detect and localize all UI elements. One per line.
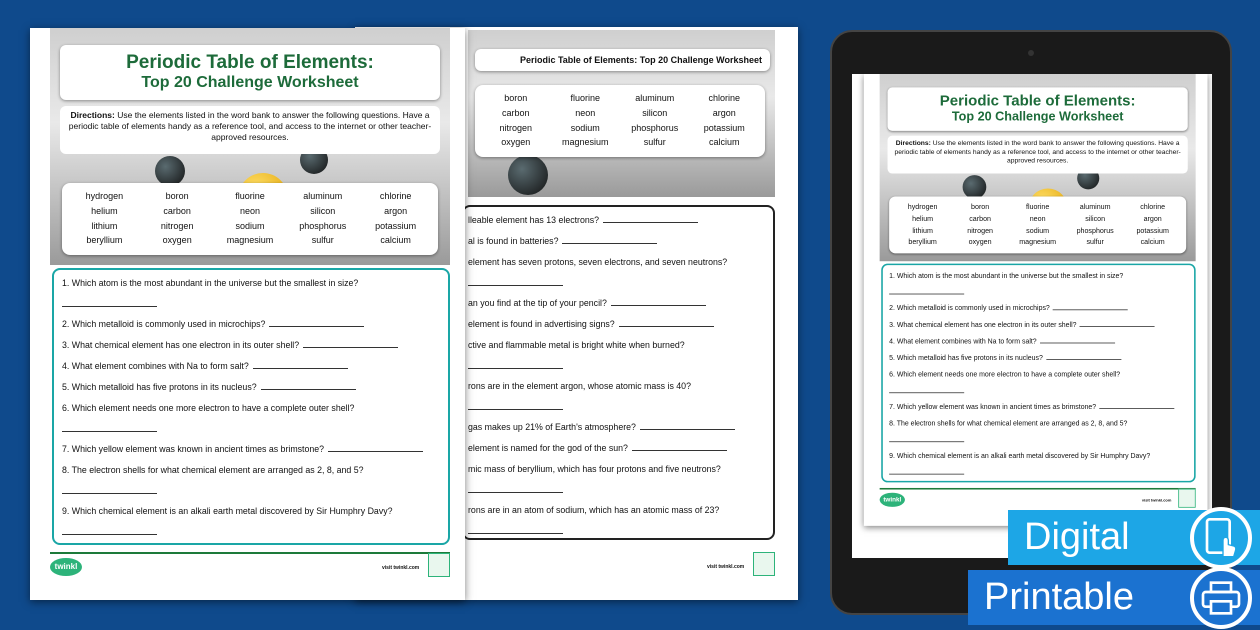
word-bank-item: silicon — [310, 205, 336, 216]
question-text: 9. Which chemical element is an alkali earth metal discovered by Sir Humphry Davy? — [62, 506, 393, 516]
page-title — [888, 87, 1188, 130]
question-text: al is found in batteries? — [468, 236, 559, 246]
question-text: 3. What chemical element has one electron in its outer shell? — [62, 340, 300, 350]
word-bank-item: silicon — [642, 107, 668, 118]
front-worksheet-page — [30, 28, 465, 600]
answer-line[interactable] — [1053, 303, 1128, 310]
answer-line[interactable] — [62, 485, 157, 494]
question-text: 5. Which metalloid has five protons in its nucleus? — [62, 382, 257, 392]
answer-line[interactable] — [889, 467, 964, 474]
page-title — [60, 45, 440, 100]
question-text: an you find at the tip of your pencil? — [468, 298, 607, 308]
word-bank-item: calcium — [708, 137, 740, 148]
question-text: 6. Which element needs one more electron to have a complete outer shell? — [889, 370, 1121, 379]
question-text: 4. What element combines with Na to form salt? — [62, 361, 249, 371]
question-text: 8. The electron shells for what chemical element are arranged as 2, 8, and 5? — [889, 419, 1128, 428]
word-bank-item: beryllium — [908, 237, 937, 246]
answer-line[interactable] — [468, 277, 563, 286]
question-text: mic mass of beryllium, which has four protons and five neutrons? — [468, 464, 721, 474]
word-bank-item: phosphorus — [1076, 226, 1114, 234]
visit-link: visit twinkl.com — [382, 565, 420, 571]
answer-line[interactable] — [261, 381, 356, 390]
answer-line[interactable] — [468, 401, 563, 410]
question-item — [62, 463, 440, 504]
word-bank-item: potassium — [375, 220, 417, 231]
atom-image — [963, 175, 987, 199]
word-bank-item: sodium — [235, 220, 265, 231]
answer-line[interactable] — [632, 442, 727, 451]
word-bank-item: sulfur — [643, 137, 666, 148]
word-bank-item: neon — [575, 107, 596, 118]
visit-link: visit twinkl.com — [707, 564, 745, 570]
word-bank-item: magnesium — [1019, 237, 1057, 246]
atom-image — [155, 156, 185, 186]
word-bank-item: chlorine — [708, 93, 741, 103]
question-item — [468, 379, 765, 420]
answer-line[interactable] — [889, 435, 964, 442]
word-bank-item: oxygen — [501, 137, 531, 148]
question-item — [468, 296, 765, 317]
question-text: element is named for the god of the sun? — [468, 443, 628, 453]
word-bank-item: potassium — [703, 122, 745, 133]
word-bank-item: carbon — [163, 205, 191, 216]
word-bank-item: helium — [912, 214, 934, 223]
footer-divider — [50, 552, 450, 554]
question-text: rons are in the element argon, whose atomic mass is 40? — [468, 381, 691, 391]
answer-line[interactable] — [269, 318, 364, 327]
digital-label: Digital — [1024, 516, 1130, 558]
word-bank-item: argon — [384, 205, 408, 216]
directions — [60, 106, 440, 154]
twinkl-logo: twinkl — [880, 493, 905, 507]
question-text: 4. What element combines with Na to form salt? — [889, 337, 1037, 345]
question-item — [62, 338, 440, 359]
word-bank-item: phosphorus — [631, 122, 679, 133]
printable-label: Printable — [984, 576, 1134, 618]
back-questions-box — [462, 205, 775, 540]
answer-line[interactable] — [640, 421, 735, 430]
question-item — [468, 234, 765, 255]
footer-divider — [880, 488, 1196, 490]
directions — [888, 136, 1188, 174]
question-item — [468, 255, 765, 296]
word-bank-item: argon — [1143, 214, 1162, 223]
tablet-screen — [852, 74, 1212, 558]
atom-image — [508, 155, 548, 195]
word-bank-item: chlorine — [379, 191, 412, 201]
word-bank-item: hydrogen — [907, 202, 938, 211]
answer-line[interactable] — [611, 297, 706, 306]
word-bank-item: fluorine — [570, 93, 601, 103]
word-bank-item: nitrogen — [160, 220, 194, 231]
word-bank-item: phosphorus — [299, 220, 347, 231]
questions-box — [52, 268, 450, 545]
word-bank-item: nitrogen — [499, 122, 533, 133]
question-text: rons are in an atom of sodium, which has an atomic mass of 23? — [468, 505, 720, 515]
word-bank-item: fluorine — [235, 191, 265, 201]
question-text: element has seven protons, seven electrons, and seven neutrons? — [468, 257, 728, 267]
question-text: 6. Which element needs one more electron to have a complete outer shell? — [62, 403, 355, 413]
title-line-1: Periodic Table of Elements: — [939, 92, 1136, 110]
word-bank-item: sulfur — [1086, 237, 1104, 246]
question-item — [889, 369, 1188, 401]
word-bank-item: boron — [504, 93, 528, 103]
answer-line[interactable] — [62, 423, 157, 432]
word-bank-item: calcium — [380, 235, 411, 246]
question-item — [468, 317, 765, 338]
question-item — [62, 401, 440, 442]
visit-link: visit twinkl.com — [1141, 498, 1172, 503]
answer-line[interactable] — [62, 298, 157, 307]
directions-text: Use the elements listed in the word bank to answer the following questions. Have a periodic table of elements handy as a reference tool, and access to the internet or other teacher-approved resources. — [68, 110, 432, 142]
question-item — [889, 401, 1188, 418]
word-bank-item: aluminum — [303, 191, 343, 201]
word-bank-item: sulfur — [311, 235, 334, 246]
answer-line[interactable] — [468, 360, 563, 369]
question-item — [468, 441, 765, 462]
word-bank-item: magnesium — [561, 137, 609, 148]
question-item — [889, 302, 1188, 319]
word-bank-item: neon — [1029, 214, 1046, 223]
word-bank-item: helium — [91, 205, 118, 216]
quality-badge — [753, 552, 775, 576]
word-bank-item: oxygen — [162, 235, 192, 246]
question-text: gas makes up 21% of Earth's atmosphere? — [468, 422, 636, 432]
question-text: 5. Which metalloid has five protons in its nucleus? — [889, 353, 1043, 362]
answer-line[interactable] — [889, 287, 964, 294]
question-item — [62, 442, 440, 463]
question-text: ctive and flammable metal is bright white when burned? — [468, 340, 685, 350]
question-item — [62, 317, 440, 338]
word-bank-item: boron — [971, 202, 990, 211]
answer-line[interactable] — [562, 235, 657, 244]
question-item — [62, 380, 440, 401]
question-item — [62, 504, 440, 545]
tablet-worksheet — [864, 74, 1208, 526]
question-text: 1. Which atom is the most abundant in the universe but the smallest in size? — [62, 278, 359, 288]
word-bank — [889, 196, 1186, 253]
question-item — [468, 420, 765, 441]
questions-box — [881, 264, 1195, 483]
answer-line[interactable] — [303, 339, 398, 348]
word-bank-item: carbon — [501, 107, 530, 118]
answer-line[interactable] — [603, 214, 698, 223]
word-bank-item: aluminum — [1079, 202, 1111, 211]
twinkl-logo: twinkl — [50, 558, 82, 576]
question-text: 2. Which metalloid is commonly used in microchips? — [889, 303, 1050, 312]
question-item — [889, 270, 1188, 302]
question-text: 1. Which atom is the most abundant in the universe but the smallest in size? — [889, 271, 1124, 280]
word-bank-item: sodium — [570, 122, 600, 133]
answer-line[interactable] — [468, 484, 563, 493]
word-bank-item: magnesium — [226, 235, 274, 246]
printer-icon — [1190, 567, 1252, 629]
quality-badge — [1178, 489, 1195, 508]
title-line-2: Top 20 Challenge Worksheet — [141, 74, 359, 91]
word-bank-item: lithium — [91, 220, 118, 231]
word-bank-item: beryllium — [86, 235, 123, 246]
question-text: 3. What chemical element has one electron in its outer shell? — [889, 320, 1077, 329]
word-bank-item: potassium — [1136, 226, 1169, 234]
question-item — [889, 352, 1188, 369]
back-title: Periodic Table of Elements: Top 20 Challenge Worksheet — [475, 49, 770, 71]
word-bank-item: sodium — [1026, 226, 1050, 234]
word-bank-item: chlorine — [1140, 202, 1166, 211]
camera-icon — [1028, 50, 1034, 56]
question-item — [889, 335, 1188, 352]
question-text: 9. Which chemical element is an alkali earth metal discovered by Sir Humphry Davy? — [889, 451, 1151, 460]
directions-label: Directions: — [895, 138, 931, 147]
answer-line[interactable] — [62, 526, 157, 535]
answer-line[interactable] — [619, 318, 714, 327]
directions-label: Directions: — [70, 110, 115, 120]
answer-line[interactable] — [253, 360, 348, 369]
question-item — [889, 418, 1188, 450]
directions-text: Use the elements listed in the word bank to answer the following questions. Have a periodic table of elements handy as a reference tool, and access to the internet or other teacher-approved resources. — [894, 138, 1181, 165]
answer-line[interactable] — [1046, 353, 1121, 360]
word-bank-item: oxygen — [968, 237, 992, 246]
question-item — [62, 276, 440, 317]
back-word-bank — [475, 85, 765, 157]
word-bank-item: argon — [712, 107, 736, 118]
tablet-touch-icon — [1190, 507, 1252, 569]
question-item — [889, 319, 1188, 336]
word-bank-item: boron — [165, 191, 189, 201]
title-line-1: Periodic Table of Elements: — [126, 52, 374, 73]
question-item — [468, 338, 765, 379]
question-text: element is found in advertising signs? — [468, 319, 615, 329]
word-bank-item: hydrogen — [85, 191, 124, 201]
word-bank-item: neon — [239, 205, 260, 216]
question-item — [889, 450, 1188, 482]
title-line-2: Top 20 Challenge Worksheet — [951, 110, 1124, 124]
answer-line[interactable] — [1080, 320, 1155, 327]
question-item — [468, 503, 765, 540]
word-bank-item: silicon — [1085, 214, 1106, 223]
answer-line[interactable] — [468, 525, 563, 534]
question-item — [62, 359, 440, 380]
question-text: 2. Which metalloid is commonly used in microchips? — [62, 319, 266, 329]
question-item — [468, 462, 765, 503]
word-bank — [62, 183, 438, 255]
question-text: 7. Which yellow element was known in ancient times as brimstone? — [889, 402, 1097, 411]
word-bank-item: lithium — [912, 226, 933, 234]
word-bank-item: calcium — [1140, 237, 1165, 246]
answer-line[interactable] — [328, 443, 423, 452]
answer-line[interactable] — [1040, 336, 1115, 343]
question-text: lleable element has 13 electrons? — [468, 215, 600, 225]
word-bank-item: aluminum — [635, 93, 675, 103]
question-text: 7. Which yellow element was known in ancient times as brimstone? — [62, 444, 325, 454]
word-bank-item: fluorine — [1025, 202, 1050, 211]
word-bank-item: carbon — [969, 214, 992, 223]
question-text: 8. The electron shells for what chemical element are arranged as 2, 8, and 5? — [62, 465, 364, 475]
word-bank-item: nitrogen — [967, 226, 993, 234]
answer-line[interactable] — [1099, 402, 1174, 409]
quality-badge — [428, 553, 450, 577]
question-item — [468, 213, 765, 234]
answer-line[interactable] — [889, 386, 964, 393]
